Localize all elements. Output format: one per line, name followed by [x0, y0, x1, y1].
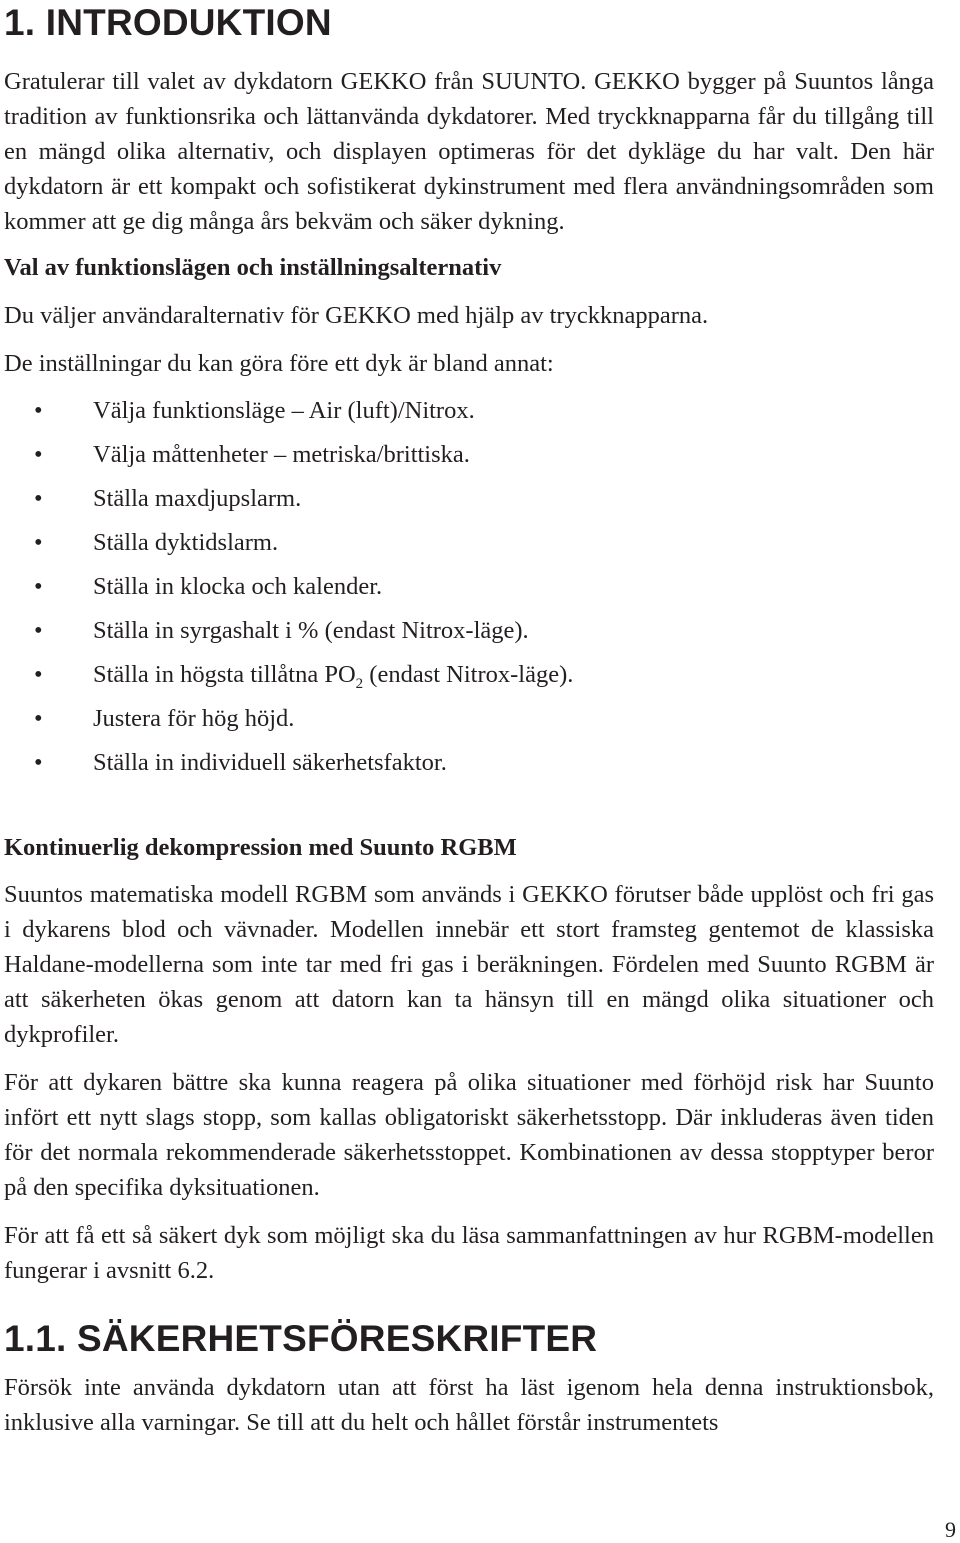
bullet-icon: • — [34, 705, 43, 732]
modes-section-title: Val av funktionslägen och inställningsalternativ — [4, 254, 502, 281]
bullet-icon: • — [34, 617, 43, 644]
list-item: • Ställa in individuell säkerhetsfaktor. — [4, 745, 934, 789]
list-item: • Ställa in syrgashalt i % (endast Nitrox-läge). — [4, 613, 934, 657]
settings-list — [4, 393, 934, 789]
po2-subscript: 2 — [355, 676, 364, 692]
rgbm-section-title: Kontinuerlig dekompression med Suunto RGBM — [4, 834, 517, 861]
bullet-icon: • — [34, 573, 43, 600]
modes-paragraph-1: Du väljer användaralternativ för GEKKO med hjälp av tryckknapparna. — [4, 302, 709, 329]
list-item: • Välja måttenheter – metriska/brittiska. — [4, 437, 934, 481]
list-item: • Välja funktionsläge – Air (luft)/Nitrox. — [4, 393, 934, 437]
page-number: 9 — [945, 1517, 956, 1542]
list-item: • Ställa maxdjupslarm. — [4, 481, 934, 525]
list-item-po2: • Ställa in högsta tillåtna $PO_2$ (endast Nitrox-läge). — [4, 657, 934, 701]
list-item: • Ställa in klocka och kalender. — [4, 569, 934, 613]
document-page — [4, 0, 934, 1440]
bullet-icon: • — [34, 529, 43, 556]
section-heading-safety: 1.1. SÄKERHETSFÖRESKRIFTER — [4, 1318, 598, 1359]
bullet-icon: • — [34, 485, 43, 512]
rgbm-paragraph-1: Suuntos matematiska modell RGBM som används i GEKKO förutser både upplöst och fri gas i dykarens blod och vävnader. Modellen innebär ett stort framsteg gentemot de klassiska Haldane-modellerna som inte tar med fri gas i beräkningen. Fördelen med Suunto RGBM är att säkerheten ökas genom att datorn kan ta hänsyn till en mängd olika situationer och dykprofiler. — [4, 881, 934, 1048]
rgbm-paragraph-2: För att dykaren bättre ska kunna reagera på olika situationer med förhöjd risk har Suunto infört ett nytt slags stopp, som kallas obligatoriskt säkerhetsstopp. Där inkluderas även tiden för det normala rekommenderade säkerhetsstoppet. Kombinationen av dessa stopptyper beror på den specifika dyksituationen. — [4, 1069, 934, 1201]
chapter-heading: 1. INTRODUKTION — [4, 2, 332, 43]
intro-paragraph: Gratulerar till valet av dykdatorn GEKKO från SUUNTO. GEKKO bygger på Suuntos långa tradition av funktionsrika och lättanvända dykdatorer. Med tryckknapparna får du tillgång till en mängd olika alternativ, och displayen optimeras för det dykläge du har valt. Den här dykdatorn är ett kompakt och sofistikerat dykinstrument med flera användningsområden som kommer att ge dig många års bekväm och säker dykning. — [4, 68, 934, 235]
bullet-icon: • — [34, 397, 43, 424]
list-item: • Ställa dyktidslarm. — [4, 525, 934, 569]
bullet-icon: • — [34, 749, 43, 776]
bullet-icon: • — [34, 441, 43, 468]
rgbm-paragraph-3: För att få ett så säkert dyk som möjligt ska du läsa sammanfattningen av hur RGBM-modellen fungerar i avsnitt 6.2. — [4, 1222, 934, 1284]
bullet-icon: • — [34, 661, 43, 688]
safety-paragraph: Försök inte använda dykdatorn utan att först ha läst igenom hela denna instruktionsbok, inklusive alla varningar. Se till att du helt och hållet förstår instrumentets — [4, 1374, 934, 1436]
list-item: • Justera för hög höjd. — [4, 701, 934, 745]
modes-paragraph-2: De inställningar du kan göra före ett dyk är bland annat: — [4, 350, 554, 377]
